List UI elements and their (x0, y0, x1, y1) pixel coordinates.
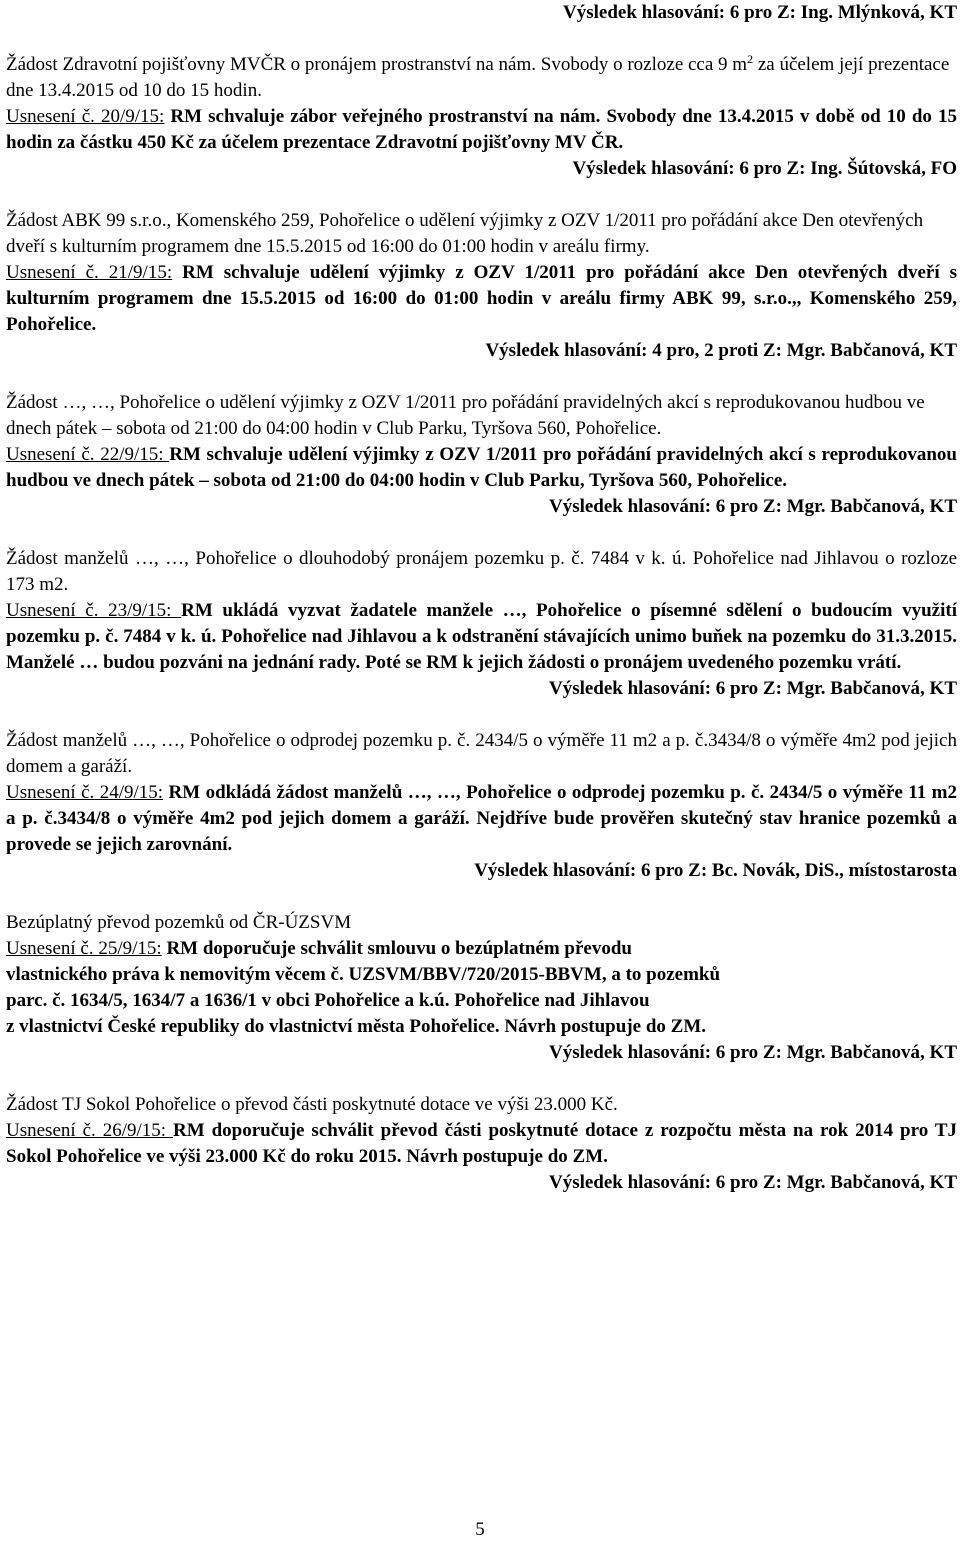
vote-result: Výsledek hlasování: 6 pro Z: Bc. Novák, DiS., místostarosta (474, 860, 957, 881)
resolution-paragraph (6, 260, 957, 338)
request-paragraph: Žádost ABK 99 s.r.o., Komenského 259, Pohořelice o udělení výjimky z OZV 1/2011 pro pořádání akce Den otevřených dveří s kulturním programem dne 15.5.2015 od 16:00 do 01:00 hodin v areálu firmy. (6, 210, 924, 257)
resolution-number: 25/9/15: (93, 938, 162, 959)
vote-result: Výsledek hlasování: 6 pro Z: Ing. Šútovská, FO (572, 158, 957, 179)
request-paragraph: Žádost manželů …, …, Pohořelice o dlouhodobý pronájem pozemku p. č. 7484 v k. ú. Pohořelice nad Jihlavou o rozloze 173 m2. (6, 548, 957, 595)
vote-result: Výsledek hlasování: 6 pro Z: Mgr. Babčanová, KT (548, 678, 957, 699)
resolution-paragraph (6, 104, 957, 156)
resolution-number: 20/9/15: (94, 106, 165, 127)
request-paragraph (6, 52, 957, 104)
resolution-paragraph (6, 780, 957, 858)
resolution-label: Usnesení č. (6, 106, 95, 127)
request-paragraph: Bezúplatný převod pozemků od ČR-ÚZSVM (6, 912, 352, 933)
resolution-line: z vlastnictví České republiky do vlastnictví města Pohořelice. Návrh postupuje do ZM. (6, 1016, 707, 1037)
resolution-paragraph (6, 598, 957, 676)
resolution-number: 24/9/15: (94, 782, 164, 803)
request-paragraph: Žádost TJ Sokol Pohořelice o převod části poskytnuté dotace ve výši 23.000 Kč. (6, 1094, 618, 1115)
resolution-label: Usnesení č. (6, 782, 95, 803)
vote-result: Výsledek hlasování: 6 pro Z: Ing. Mlýnková, KT (563, 2, 957, 23)
resolution-label: Usnesení č. (6, 600, 99, 621)
page-number: 5 (475, 1519, 485, 1540)
resolution-label: Usnesení č. (6, 1120, 96, 1141)
resolution-text: RM doporučuje schválit převod části poskytnuté dotace z rozpočtu města na rok 2014 pro TJ Sokol Pohořelice ve výši 23.000 Kč do roku 2015. Návrh postupuje do ZM. (6, 1120, 957, 1167)
resolution-label: Usnesení č. (6, 444, 95, 465)
resolution-text: RM schvaluje udělení výjimky z OZV 1/2011 pro pořádání pravidelných akcí s reprodukovanou hudbou ve dnech pátek – sobota od 21:00 do 04:00 hodin v Club Parku, Tyršova 560, Pohořelice. (6, 444, 957, 491)
request-text: za účelem její prezentace dne 13.4.2015 od 10 do 15 hodin. (6, 54, 950, 101)
request-text: Žádost Zdravotní pojišťovny MVČR o pronájem prostranství na nám. Svobody o rozloze cca 9 m (6, 54, 748, 75)
resolution-label: Usnesení č. (6, 938, 94, 959)
vote-result: Výsledek hlasování: 4 pro, 2 proti Z: Mgr. Babčanová, KT (485, 340, 957, 361)
resolution-line: parc. č. 1634/5, 1634/7 a 1636/1 v obci Pohořelice a k.ú. Pohořelice nad Jihlavou (6, 990, 650, 1011)
resolution-text: RM schvaluje zábor veřejného prostranství na nám. Svobody dne 13.4.2015 v době od 10 do 15 hodin za částku 450 Kč za účelem prezentace Zdravotní pojišťovny MV ČR. (6, 106, 958, 153)
request-paragraph: Žádost …, …, Pohořelice o udělení výjimky z OZV 1/2011 pro pořádání pravidelných akcí s reprodukovanou hudbou ve dnech pátek – sobota od 21:00 do 04:00 hodin v Club Parku, Tyršova 560, Pohořelice. (6, 392, 925, 439)
vote-result: Výsledek hlasování: 6 pro Z: Mgr. Babčanová, KT (548, 496, 957, 517)
request-paragraph: Žádost manželů …, …, Pohořelice o odprodej pozemku p. č. 2434/5 o výměře 11 m2 a p. č.3434/8 o výměře 4m2 pod jejich domem a garáží. (6, 730, 957, 777)
resolution-number: 26/9/15: (95, 1120, 173, 1141)
resolution-label: Usnesení č. (6, 262, 99, 283)
resolution-text: RM schvaluje udělení výjimky z OZV 1/2011 pro pořádání akce Den otevřených dveří s kulturním programem dne 15.5.2015 od 16:00 do 01:00 hodin v areálu firmy ABK 99, s.r.o.,, Komenského 259, Pohořelice. (6, 262, 957, 335)
resolution-number: 22/9/15: (94, 444, 170, 465)
vote-result: Výsledek hlasování: 6 pro Z: Mgr. Babčanová, KT (548, 1042, 957, 1063)
resolution-text: RM odkládá žádost manželů …, …, Pohořelice o odprodej pozemku p. č. 2434/5 o výměře 11 m2 a p. č.3434/8 o výměře 4m2 pod jejich domem a garáží. Nejdříve bude prověřen skutečný stav hranice pozemků a provede se jejich zarovnání. (6, 782, 957, 855)
resolution-text: RM ukládá vyzvat žadatele manžele …, Pohořelice o písemné sdělení o budoucím využití pozemku p. č. 7484 v k. ú. Pohořelice nad Jihlavou a k odstranění stávajících unimo buňek na pozemku do 31.3.2015. Manželé … budou pozváni na jednání rady. Poté se RM k jejich žádosti o pronájem uvedeného pozemku vrátí. (6, 600, 957, 673)
resolution-number: 23/9/15: (98, 600, 182, 621)
resolution-number: 21/9/15: (98, 262, 173, 283)
resolution-text: RM doporučuje schválit smlouvu o bezúplatném převodu (161, 938, 632, 959)
vote-result: Výsledek hlasování: 6 pro Z: Mgr. Babčanová, KT (548, 1172, 957, 1193)
resolution-paragraph (6, 1118, 957, 1170)
resolution-paragraph (6, 442, 957, 494)
resolution-line (6, 936, 957, 962)
document-page (6, 0, 957, 1196)
superscript: 2 (747, 52, 754, 66)
resolution-line: vlastnického práva k nemovitým věcem č. UZSVM/BBV/720/2015-BBVM, a to pozemků (6, 964, 721, 985)
